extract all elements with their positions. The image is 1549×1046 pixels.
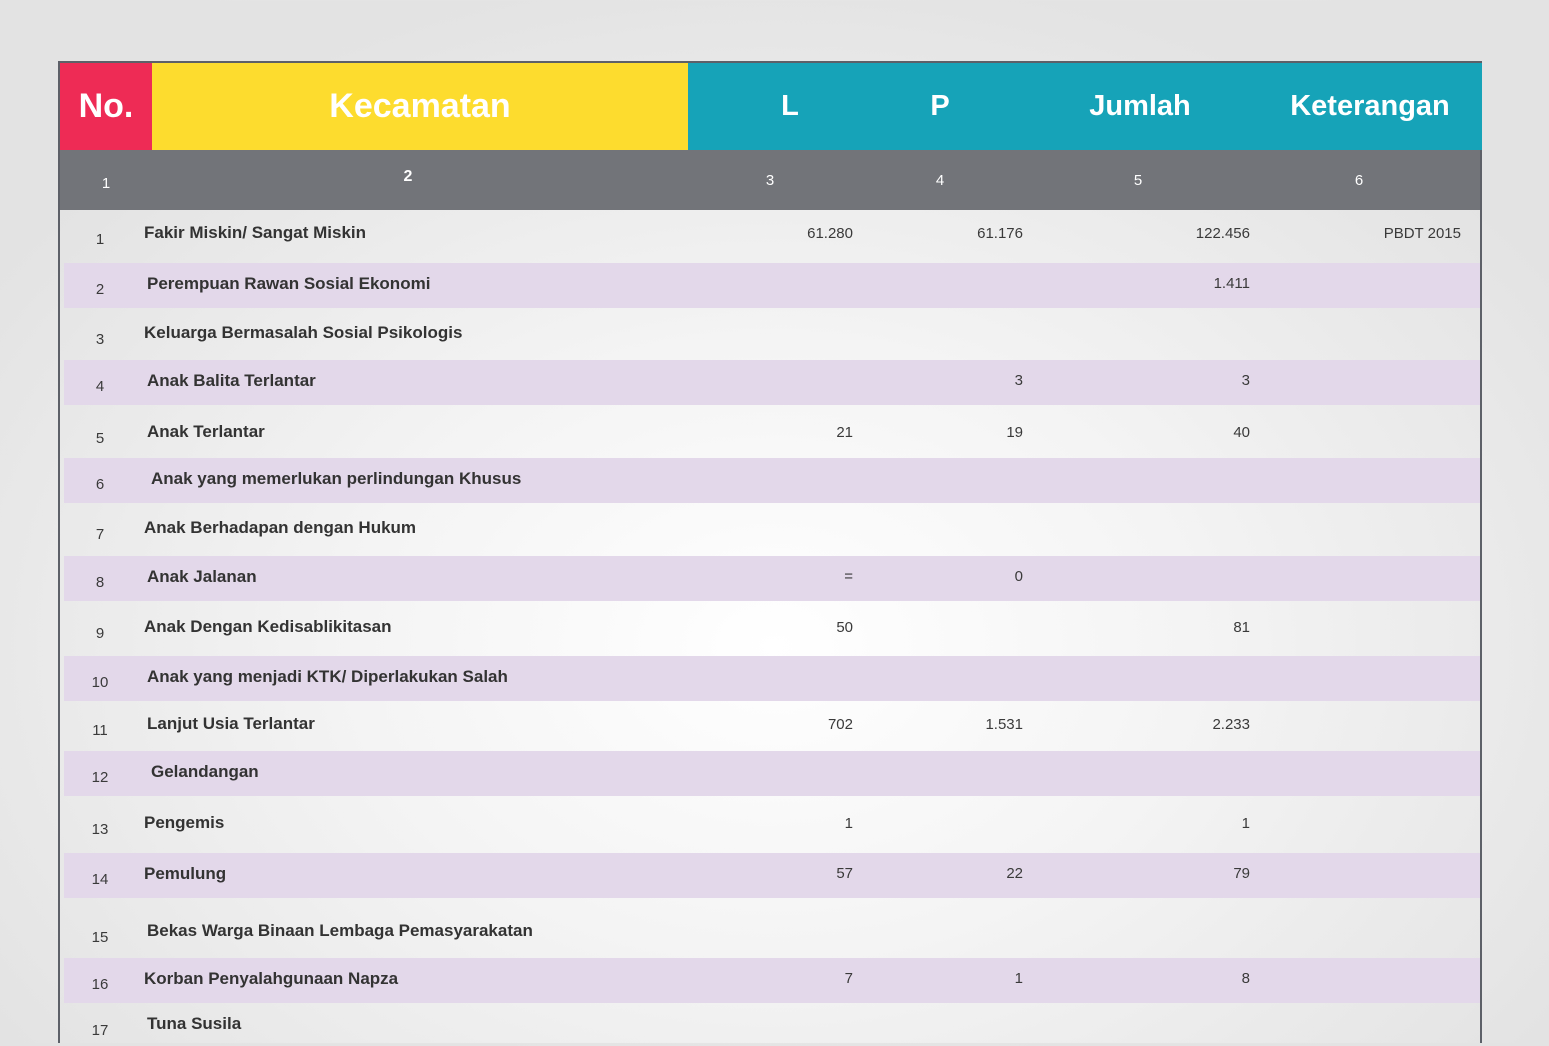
header-jumlah: Jumlah (1089, 90, 1191, 122)
row-jumlah-value (1060, 751, 1250, 796)
row-name: Lanjut Usia Terlantar (147, 714, 315, 733)
column-number-5: 5 (1133, 171, 1143, 189)
row-number: 9 (95, 624, 105, 642)
row-name: Gelandangan (151, 761, 259, 781)
row-l-value: 61.280 (807, 224, 853, 242)
row-p-value: 61.176 (977, 224, 1023, 242)
row-p-value: 0 (1014, 568, 1023, 585)
row-number: 3 (95, 330, 105, 348)
row-keterangan (1300, 702, 1461, 750)
row-name: Perempuan Rawan Sosial Ekonomi (147, 273, 431, 293)
row-jumlah-value (1060, 310, 1250, 360)
row-keterangan (1300, 458, 1461, 503)
table-row (64, 751, 1480, 796)
row-number: 15 (91, 928, 109, 946)
column-number-row (60, 150, 1480, 210)
row-number: 11 (92, 721, 108, 739)
row-p-value (870, 603, 1023, 655)
row-p-value (870, 909, 1023, 957)
row-p-value (870, 458, 1023, 503)
header-no: No. (60, 63, 152, 150)
row-keterangan (1300, 853, 1461, 898)
row-keterangan (1300, 505, 1461, 555)
row-keterangan (1300, 799, 1461, 851)
column-number-2: 2 (403, 168, 413, 185)
row-number: 1 (95, 230, 105, 248)
table-row (64, 556, 1480, 601)
row-number: 14 (91, 871, 109, 888)
row-number: 16 (91, 976, 109, 993)
row-name: Pemulung (144, 863, 227, 883)
row-name: Anak Dengan Kedisablikitasan (144, 617, 392, 636)
row-number: 12 (91, 769, 109, 786)
row-name: Tuna Susila (147, 1014, 242, 1033)
row-name: Anak Terlantar (147, 422, 265, 441)
row-keterangan (1300, 1006, 1461, 1046)
row-p-value (870, 656, 1023, 701)
table-row (60, 1006, 1480, 1046)
row-jumlah-value: 122.456 (1195, 224, 1250, 242)
column-number-4: 4 (935, 171, 945, 189)
row-jumlah-value: 8 (1241, 970, 1250, 987)
header-keterangan: Keterangan (1290, 90, 1450, 122)
table-row (60, 799, 1480, 851)
row-name: Keluarga Bermasalah Sosial Psikologis (144, 323, 463, 342)
row-p-value (870, 799, 1023, 851)
row-p-value (870, 751, 1023, 796)
row-keterangan (1300, 360, 1461, 405)
row-l-value: 702 (827, 715, 853, 733)
row-number: 4 (95, 378, 105, 395)
row-name: Anak Balita Terlantar (147, 370, 316, 390)
row-l-value: 57 (836, 865, 853, 882)
row-p-value: 3 (1014, 372, 1023, 389)
table-row (60, 603, 1480, 655)
row-jumlah-value (1060, 458, 1250, 503)
row-jumlah-value: 40 (1233, 423, 1250, 441)
row-jumlah-value: 81 (1233, 618, 1250, 636)
row-p-value (870, 505, 1023, 555)
table-row (60, 409, 1480, 459)
column-number-6: 6 (1354, 171, 1364, 189)
row-l-value (700, 360, 853, 405)
row-jumlah-value: 3 (1241, 372, 1250, 389)
row-jumlah-value (1060, 1006, 1250, 1046)
row-name: Anak yang menjadi KTK/ Diperlakukan Salah (147, 666, 508, 686)
row-l-value: = (844, 568, 853, 585)
table-row (60, 310, 1480, 360)
table-row (60, 702, 1480, 750)
row-l-value (700, 1006, 853, 1046)
row-number: 10 (91, 674, 109, 691)
row-jumlah-value (1060, 909, 1250, 957)
row-jumlah-value: 1.411 (1213, 275, 1250, 292)
header-l: L (781, 90, 799, 122)
row-l-value: 21 (836, 423, 853, 441)
row-p-value (870, 263, 1023, 308)
row-jumlah-value: 2.233 (1212, 715, 1250, 733)
row-number: 5 (95, 429, 105, 447)
row-l-value: 7 (844, 970, 853, 987)
row-name: Bekas Warga Binaan Lembaga Pemasyarakatan (147, 921, 533, 940)
row-p-value (870, 310, 1023, 360)
table-row (64, 458, 1480, 503)
row-name: Anak Jalanan (147, 566, 257, 586)
row-number: 7 (95, 525, 105, 543)
row-jumlah-value: 1 (1241, 814, 1250, 832)
row-l-value: 50 (836, 618, 853, 636)
row-name: Fakir Miskin/ Sangat Miskin (144, 223, 367, 242)
row-keterangan (1300, 751, 1461, 796)
header-p: P (930, 90, 950, 122)
table-row (60, 909, 1480, 957)
row-name: Anak Berhadapan dengan Hukum (144, 518, 417, 537)
row-l-value (700, 656, 853, 701)
row-keterangan (1300, 310, 1461, 360)
table-row (64, 958, 1480, 1003)
row-name: Pengemis (144, 813, 225, 832)
row-keterangan (1300, 263, 1461, 308)
row-name: Anak yang memerlukan perlindungan Khusus (151, 468, 522, 488)
row-l-value (700, 751, 853, 796)
row-number: 17 (91, 1021, 109, 1039)
row-l-value (700, 458, 853, 503)
row-number: 2 (95, 281, 105, 298)
column-number-3: 3 (765, 171, 775, 189)
table-row (60, 210, 1480, 260)
row-jumlah-value (1060, 556, 1250, 601)
row-jumlah-value (1060, 656, 1250, 701)
row-l-value (700, 909, 853, 957)
table-row (64, 360, 1480, 405)
row-keterangan (1300, 909, 1461, 957)
row-keterangan: PBDT 2015 (1383, 224, 1461, 242)
row-jumlah-value (1060, 505, 1250, 555)
row-p-value: 19 (1006, 423, 1023, 441)
row-l-value (700, 310, 853, 360)
data-table (58, 61, 1482, 1043)
table-row (64, 263, 1480, 308)
row-keterangan (1300, 958, 1461, 1003)
header-kecamatan: Kecamatan (152, 63, 688, 150)
row-p-value (870, 1006, 1023, 1046)
row-keterangan (1300, 656, 1461, 701)
row-p-value: 1 (1014, 970, 1023, 987)
column-number-1: 1 (101, 174, 111, 192)
row-l-value (700, 505, 853, 555)
row-number: 8 (95, 574, 105, 591)
row-jumlah-value: 79 (1233, 865, 1250, 882)
table-row (64, 853, 1480, 898)
table-row (64, 656, 1480, 701)
table-row (60, 505, 1480, 555)
row-keterangan (1300, 603, 1461, 655)
row-name: Korban Penyalahgunaan Napza (144, 968, 399, 988)
row-number: 6 (95, 476, 105, 493)
row-keterangan (1300, 409, 1461, 459)
row-l-value (700, 263, 853, 308)
row-keterangan (1300, 556, 1461, 601)
row-p-value: 1.531 (985, 715, 1023, 733)
row-l-value: 1 (844, 814, 853, 832)
row-p-value: 22 (1006, 865, 1023, 882)
row-number: 13 (91, 820, 109, 838)
